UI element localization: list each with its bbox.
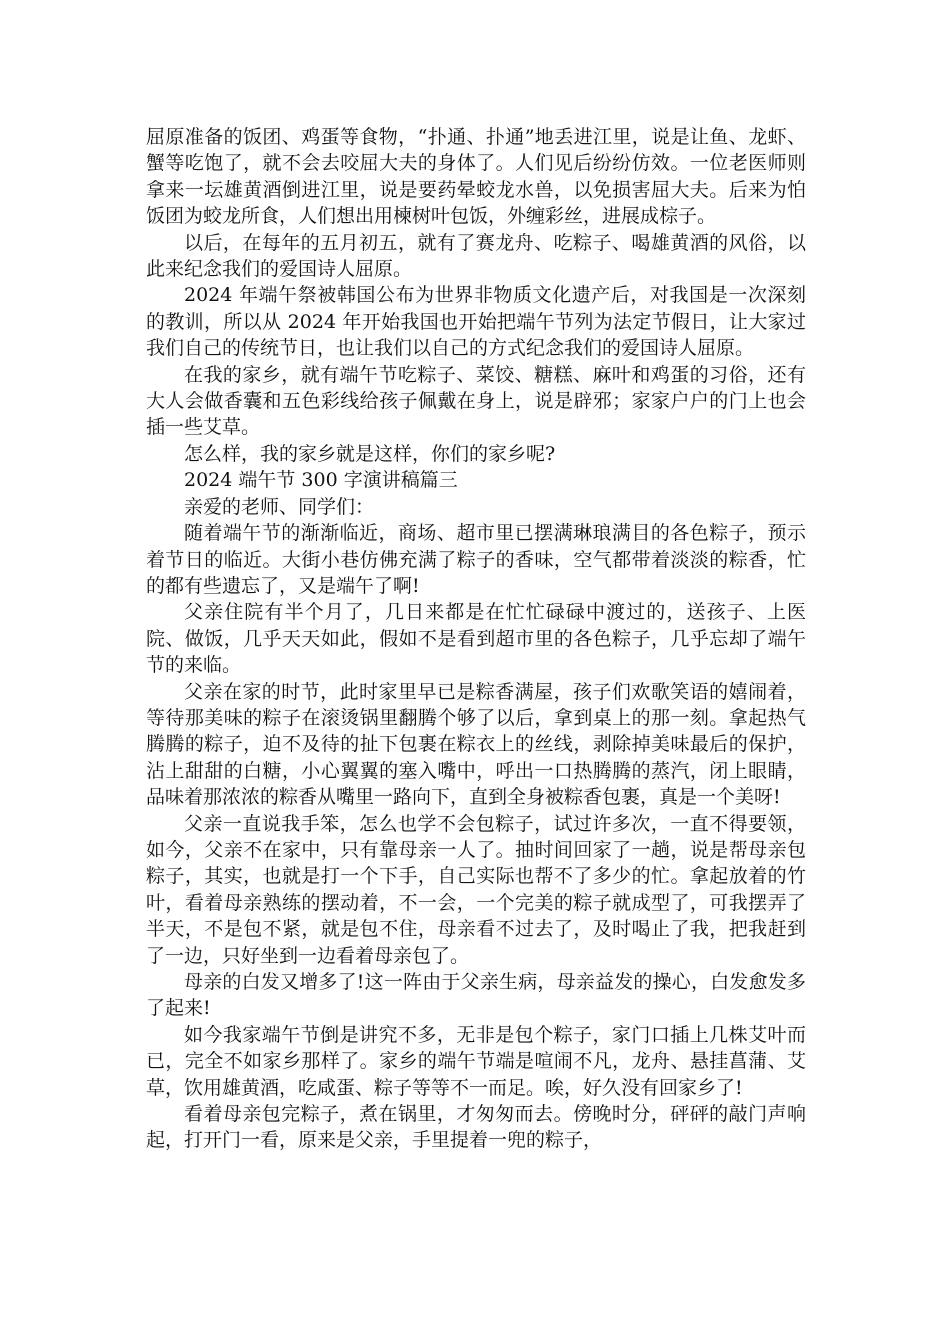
paragraph: 父亲住院有半个月了，几日来都是在忙忙碌碌中渡过的，送孩子、上医院、做饭，几乎天天如此，假如不是看到超市里的各色粽子，几乎忘却了端午节的来临。 bbox=[146, 601, 806, 677]
paragraph: 看着母亲包完粽子，煮在锅里，才匆匆而去。傍晚时分，砰砰的敲门声响起，打开门一看，原来是父亲，手里提着一兜的粽子， bbox=[146, 1103, 806, 1152]
paragraph: 父亲在家的时节，此时家里早已是粽香满屋，孩子们欢歌笑语的嬉闹着，等待那美味的粽子在滚烫锅里翻腾个够了以后，拿到桌上的那一刻。拿起热气腾腾的粽子，迫不及待的扯下包裹在粽衣上的丝线，剥除掉美味最后的保护，沾上甜甜的白糖，小心翼翼的塞入嘴中，呼出一口热腾腾的蒸汽，闭上眼睛，品味着那浓浓的粽香从嘴里一路向下，直到全身被粽香包裹，真是一个美呀! bbox=[146, 680, 806, 809]
paragraph: 在我的家乡，就有端午节吃粽子、菜饺、糖糕、麻叶和鸡蛋的习俗，还有大人会做香囊和五色彩线给孩子佩戴在身上，说是辟邪；家家户户的门上也会插一些艾草。 bbox=[146, 363, 806, 439]
paragraph: 屈原准备的饭团、鸡蛋等食物，“扑通、扑通”地丢进江里，说是让鱼、龙虾、蟹等吃饱了，就不会去咬屈大夫的身体了。人们见后纷纷仿效。一位老医师则拿来一坛雄黄酒倒进江里，说是要药晕蛟龙水兽，以免损害屈大夫。后来为怕饭团为蛟龙所食，人们想出用楝树叶包饭，外缠彩丝，进展成棕子。 bbox=[146, 126, 806, 228]
salutation: 亲爱的老师、同学们： bbox=[184, 495, 375, 518]
paragraph: 以后，在每年的五月初五，就有了赛龙舟、吃粽子、喝雄黄酒的风俗，以此来纪念我们的爱国诗人屈原。 bbox=[146, 231, 806, 281]
paragraph: 怎么样，我的家乡就是这样，你们的家乡呢? bbox=[184, 442, 556, 465]
paragraph: 随着端午节的渐渐临近，商场、超市里已摆满琳琅满目的各色粽子，预示着节日的临近。大街小巷仿佛充满了粽子的香味，空气都带着淡淡的粽香，忙的都有些遗忘了，又是端午了啊! bbox=[146, 522, 806, 597]
document-body bbox=[146, 124, 806, 1154]
paragraph: 母亲的白发又增多了!这一阵由于父亲生病，母亲益发的操心，白发愈发多了起来! bbox=[146, 971, 806, 1020]
section-heading: 2024 端午节 300 字演讲稿篇三 bbox=[184, 469, 458, 492]
paragraph: 2024 年端午祭被韩国公布为世界非物质文化遗产后，对我国是一次深刻的教训，所以从 2024 年开始我国也开始把端午节列为法定节假日，让大家过我们自己的传统节日，也让我们以自己的方式纪念我们的爱国诗人屈原。 bbox=[146, 284, 806, 360]
paragraph: 父亲一直说我手笨，怎么也学不会包粽子，试过许多次，一直不得要领，如今，父亲不在家中，只有靠母亲一人了。抽时间回家了一趟，说是帮母亲包粽子，其实，也就是打一个下手，自己实际也帮不了多少的忙。拿起放着的竹叶，看着母亲熟练的摆动着，不一会，一个完美的粽子就成型了，可我摆弄了半天，不是包不紧，就是包不住，母亲看不过去了，及时喝止了我，把我赶到了一边，只好坐到一边看着母亲包了。 bbox=[146, 812, 806, 967]
paragraph: 如今我家端午节倒是讲究不多，无非是包个粽子，家门口插上几株艾叶而已，完全不如家乡那样了。家乡的端午节端是喧闹不凡，龙舟、悬挂菖蒲、艾草，饮用雄黄酒，吃咸蛋、粽子等等不一而足。唉，好久没有回家乡了! bbox=[146, 1023, 806, 1099]
